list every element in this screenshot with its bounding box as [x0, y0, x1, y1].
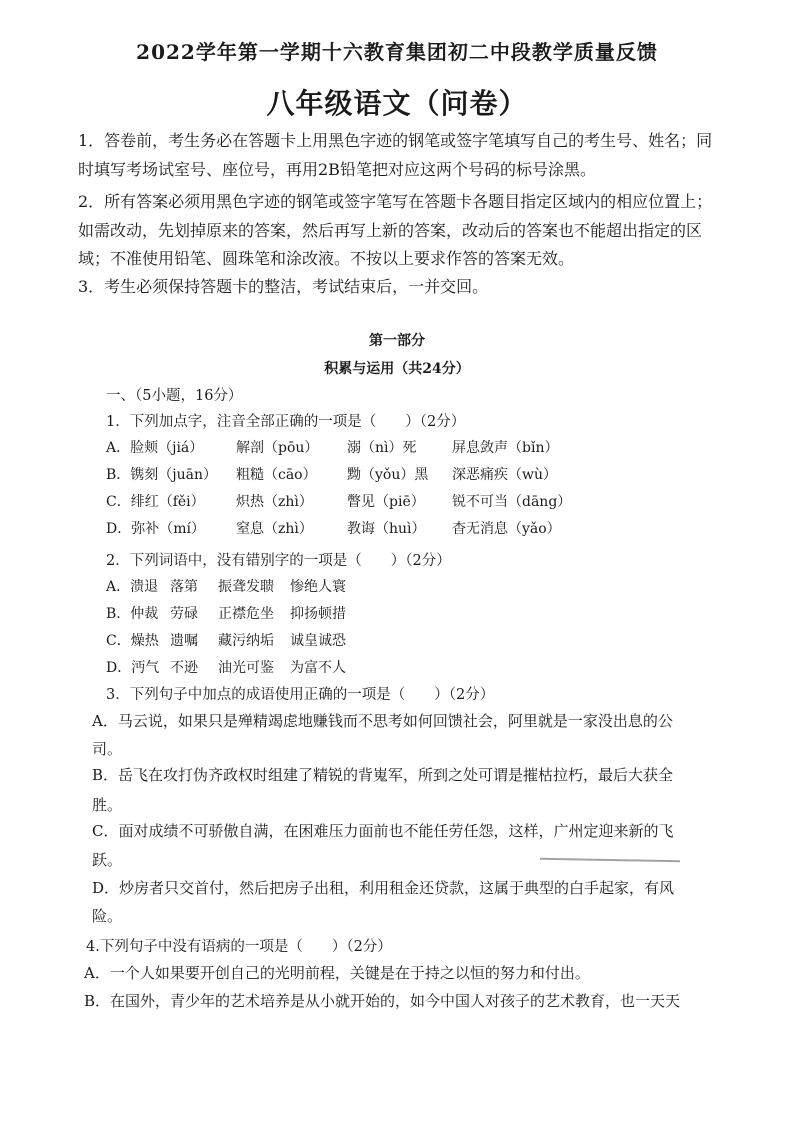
option-cell: 窒息（zhì） [236, 521, 313, 537]
option-cell: A．脸颊（jiá） [106, 440, 204, 456]
option-line: C．面对成绩不可骄傲自满，在困难压力面前也不能任劳任怨，这样，广州定迎来新的飞 [92, 822, 674, 840]
option-cell: 振聋发聩 [218, 579, 274, 595]
option-cell: D．弥补（mí） [106, 521, 205, 537]
option-line: 险。 [92, 907, 123, 925]
option-line: 司。 [92, 740, 123, 758]
option-cell: 遗嘱 [170, 633, 198, 649]
option-cell: 不逊 [170, 660, 198, 676]
option-cell: C．绯红（fěi） [106, 494, 205, 510]
option-cell: 劳碌 [170, 606, 198, 622]
question-4-stem: 4.下列句子中没有语病的一项是（ ）（2分） [86, 939, 392, 955]
option-cell: 杳无消息（yǎo） [452, 521, 561, 537]
option-cell: A．溃退 [106, 579, 159, 595]
option-cell: 落第 [170, 579, 198, 595]
option-cell: 溺（nì）死 [347, 440, 417, 456]
option-cell: 藏污纳垢 [218, 633, 274, 649]
scan-artifact-line [540, 858, 680, 862]
exam-subtitle: 八年级语文（问卷） [266, 87, 528, 120]
part-name: 第一部分 [369, 333, 425, 349]
option-line: 跃。 [92, 851, 123, 869]
option-cell: 正襟危坐 [218, 606, 274, 622]
option-cell: B．镌刻（juān） [106, 467, 218, 483]
instruction-line: 域；不准使用铅笔、圆珠笔和涂改液。不按以上要求作答的答案无效。 [78, 249, 575, 268]
question-2-stem: 2．下列词语中，没有错别字的一项是（ ）（2分） [106, 553, 451, 569]
option-line: A．马云说，如果只是殚精竭虑地赚钱而不思考如何回馈社会，阿里就是一家没出息的公 [92, 712, 673, 730]
instruction-line: 2．所有答案必须用黑色字迹的钢笔或签字笔写在答题卡各题目指定区域内的相应位置上； [78, 192, 713, 211]
exam-title: 2022学年第一学期十六教育集团初二中段教学质量反馈 [136, 40, 658, 64]
option-cell: 锐不可当（dāng） [452, 494, 572, 510]
option-cell: D．沔气 [106, 660, 160, 676]
option-line: D．炒房者只交首付，然后把房子出租，利用租金还贷款，这属于典型的白手起家，有风 [92, 879, 675, 897]
part-title: 积累与运用（共24分） [324, 361, 470, 377]
option-cell: 黝（yǒu）黑 [347, 467, 429, 483]
option-cell: C．燥热 [106, 633, 159, 649]
option-cell: 解剖（pōu） [236, 440, 319, 456]
option-cell: 惨绝人寰 [290, 579, 346, 595]
option-cell: 深恶痛疾（wù） [452, 467, 557, 483]
option-cell: 屏息敛声（bǐn） [452, 440, 559, 456]
option-cell: 油光可鉴 [218, 660, 274, 676]
option-line: 胜。 [92, 796, 123, 814]
instruction-line: 3．考生必须保持答题卡的整洁，考试结束后，一并交回。 [78, 277, 489, 296]
instruction-line: 1．答卷前，考生务必在答题卡上用黑色字迹的钢笔或签字笔填写自己的考生号、姓名；同 [78, 131, 713, 150]
option-cell: 瞥见（piē） [347, 494, 425, 510]
section-heading: 一、（5小题，16分） [106, 388, 243, 404]
option-cell: 教诲（huì） [347, 521, 426, 537]
option-cell: 抑扬顿措 [290, 606, 346, 622]
option-cell: 粗糙（cāo） [236, 467, 317, 483]
option-line: A．一个人如果要开创自己的光明前程，关键是在于持之以恒的努力和付出。 [84, 964, 590, 982]
option-cell: 诚皇诚恐 [290, 633, 346, 649]
option-cell: B．仲裁 [106, 606, 159, 622]
option-line: B．岳飞在攻打伪齐政权时组建了精锐的背嵬军，所到之处可谓是摧枯拉朽，最后大获全 [92, 766, 674, 784]
instruction-line: 如需改动，先划掉原来的答案，然后再写上新的答案，改动后的答案也不能超出指定的区 [78, 221, 703, 240]
option-cell: 为富不人 [290, 660, 346, 676]
instruction-line: 时填写考场试室号、座位号，再用2B铅笔把对应这两个号码的标号涂黑。 [78, 160, 596, 179]
option-cell: 炽热（zhì） [236, 494, 313, 510]
option-line: B．在国外，青少年的艺术培养是从小就开始的，如今中国人对孩子的艺术教育，也一天天 [84, 992, 681, 1010]
question-1-stem: 1．下列加点字，注音全部正确的一项是（ ）（2分） [106, 414, 466, 430]
question-3-stem: 3．下列句子中加点的成语使用正确的一项是（ ）（2分） [106, 687, 495, 703]
